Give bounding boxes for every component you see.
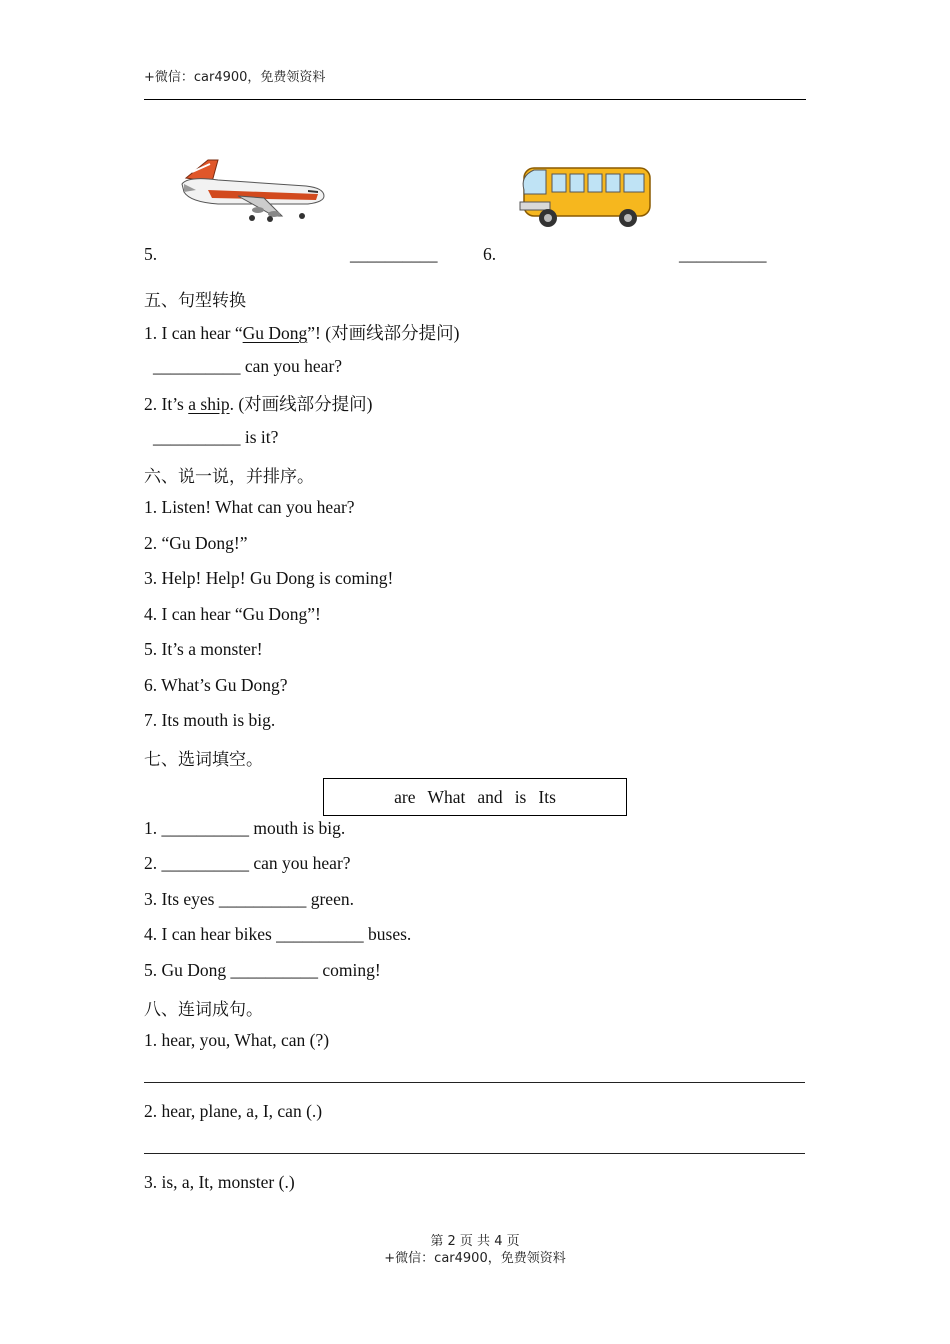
section6-item: 1. Listen! What can you hear? (144, 497, 355, 517)
section6-item: 5. It’s a monster! (144, 639, 263, 659)
section8-item: 3. is, a, It, monster (.) (144, 1172, 295, 1192)
section5-q1: 1. I can hear “Gu Dong”! (对画线部分提问) (144, 323, 460, 343)
word-bank-word: and (477, 786, 503, 807)
section7-item[interactable]: 3. Its eyes __________ green. (144, 889, 354, 909)
section7-item[interactable]: 4. I can hear bikes __________ buses. (144, 924, 412, 944)
section8-item: 2. hear, plane, a, I, can (.) (144, 1101, 323, 1121)
section8-title: 八、连词成句。 (144, 1000, 263, 1020)
section6-item: 4. I can hear “Gu Dong”! (144, 604, 321, 624)
section7-item[interactable]: 2. __________ can you hear? (144, 853, 351, 873)
section5-title: 五、句型转换 (144, 291, 246, 311)
section5-q2: 2. It’s a ship. (对画线部分提问) (144, 394, 373, 414)
word-bank-word: Its (538, 786, 556, 807)
airplane-image (178, 156, 328, 222)
word-bank-box (323, 778, 627, 816)
section7-item[interactable]: 1. __________ mouth is big. (144, 818, 346, 838)
q5-answer-blank[interactable]: __________ (350, 244, 438, 264)
section6-title: 六、说一说，并排序。 (144, 467, 314, 487)
page-number: 第 2 页 共 4 页 (430, 1234, 520, 1249)
q6-answer-blank[interactable]: __________ (679, 244, 767, 264)
section6-item: 3. Help! Help! Gu Dong is coming! (144, 568, 394, 588)
header-watermark: +微信：car4900，免费领资料 (144, 70, 326, 85)
section8-answer-line[interactable] (144, 1082, 805, 1083)
header-rule (144, 99, 806, 100)
word-bank-word: is (514, 786, 527, 807)
word-bank-word: What (427, 786, 466, 807)
word-bank-word: are (394, 786, 416, 807)
section7-item[interactable]: 5. Gu Dong __________ coming! (144, 960, 381, 980)
section6-item: 7. Its mouth is big. (144, 710, 276, 730)
section8-item: 1. hear, you, What, can (?) (144, 1030, 330, 1050)
section6-item: 2. “Gu Dong!” (144, 533, 248, 553)
bus-image (516, 160, 656, 230)
section7-title: 七、选词填空。 (144, 750, 263, 770)
q6-number: 6. (483, 244, 497, 264)
section5-q1-answer[interactable]: __________ can you hear? (153, 356, 343, 376)
section5-q2-answer[interactable]: __________ is it? (153, 427, 279, 447)
footer-watermark: +微信：car4900，免费领资料 (384, 1251, 566, 1266)
q5-number: 5. (144, 244, 158, 264)
section8-answer-line[interactable] (144, 1153, 805, 1154)
section6-item: 6. What’s Gu Dong? (144, 675, 288, 695)
